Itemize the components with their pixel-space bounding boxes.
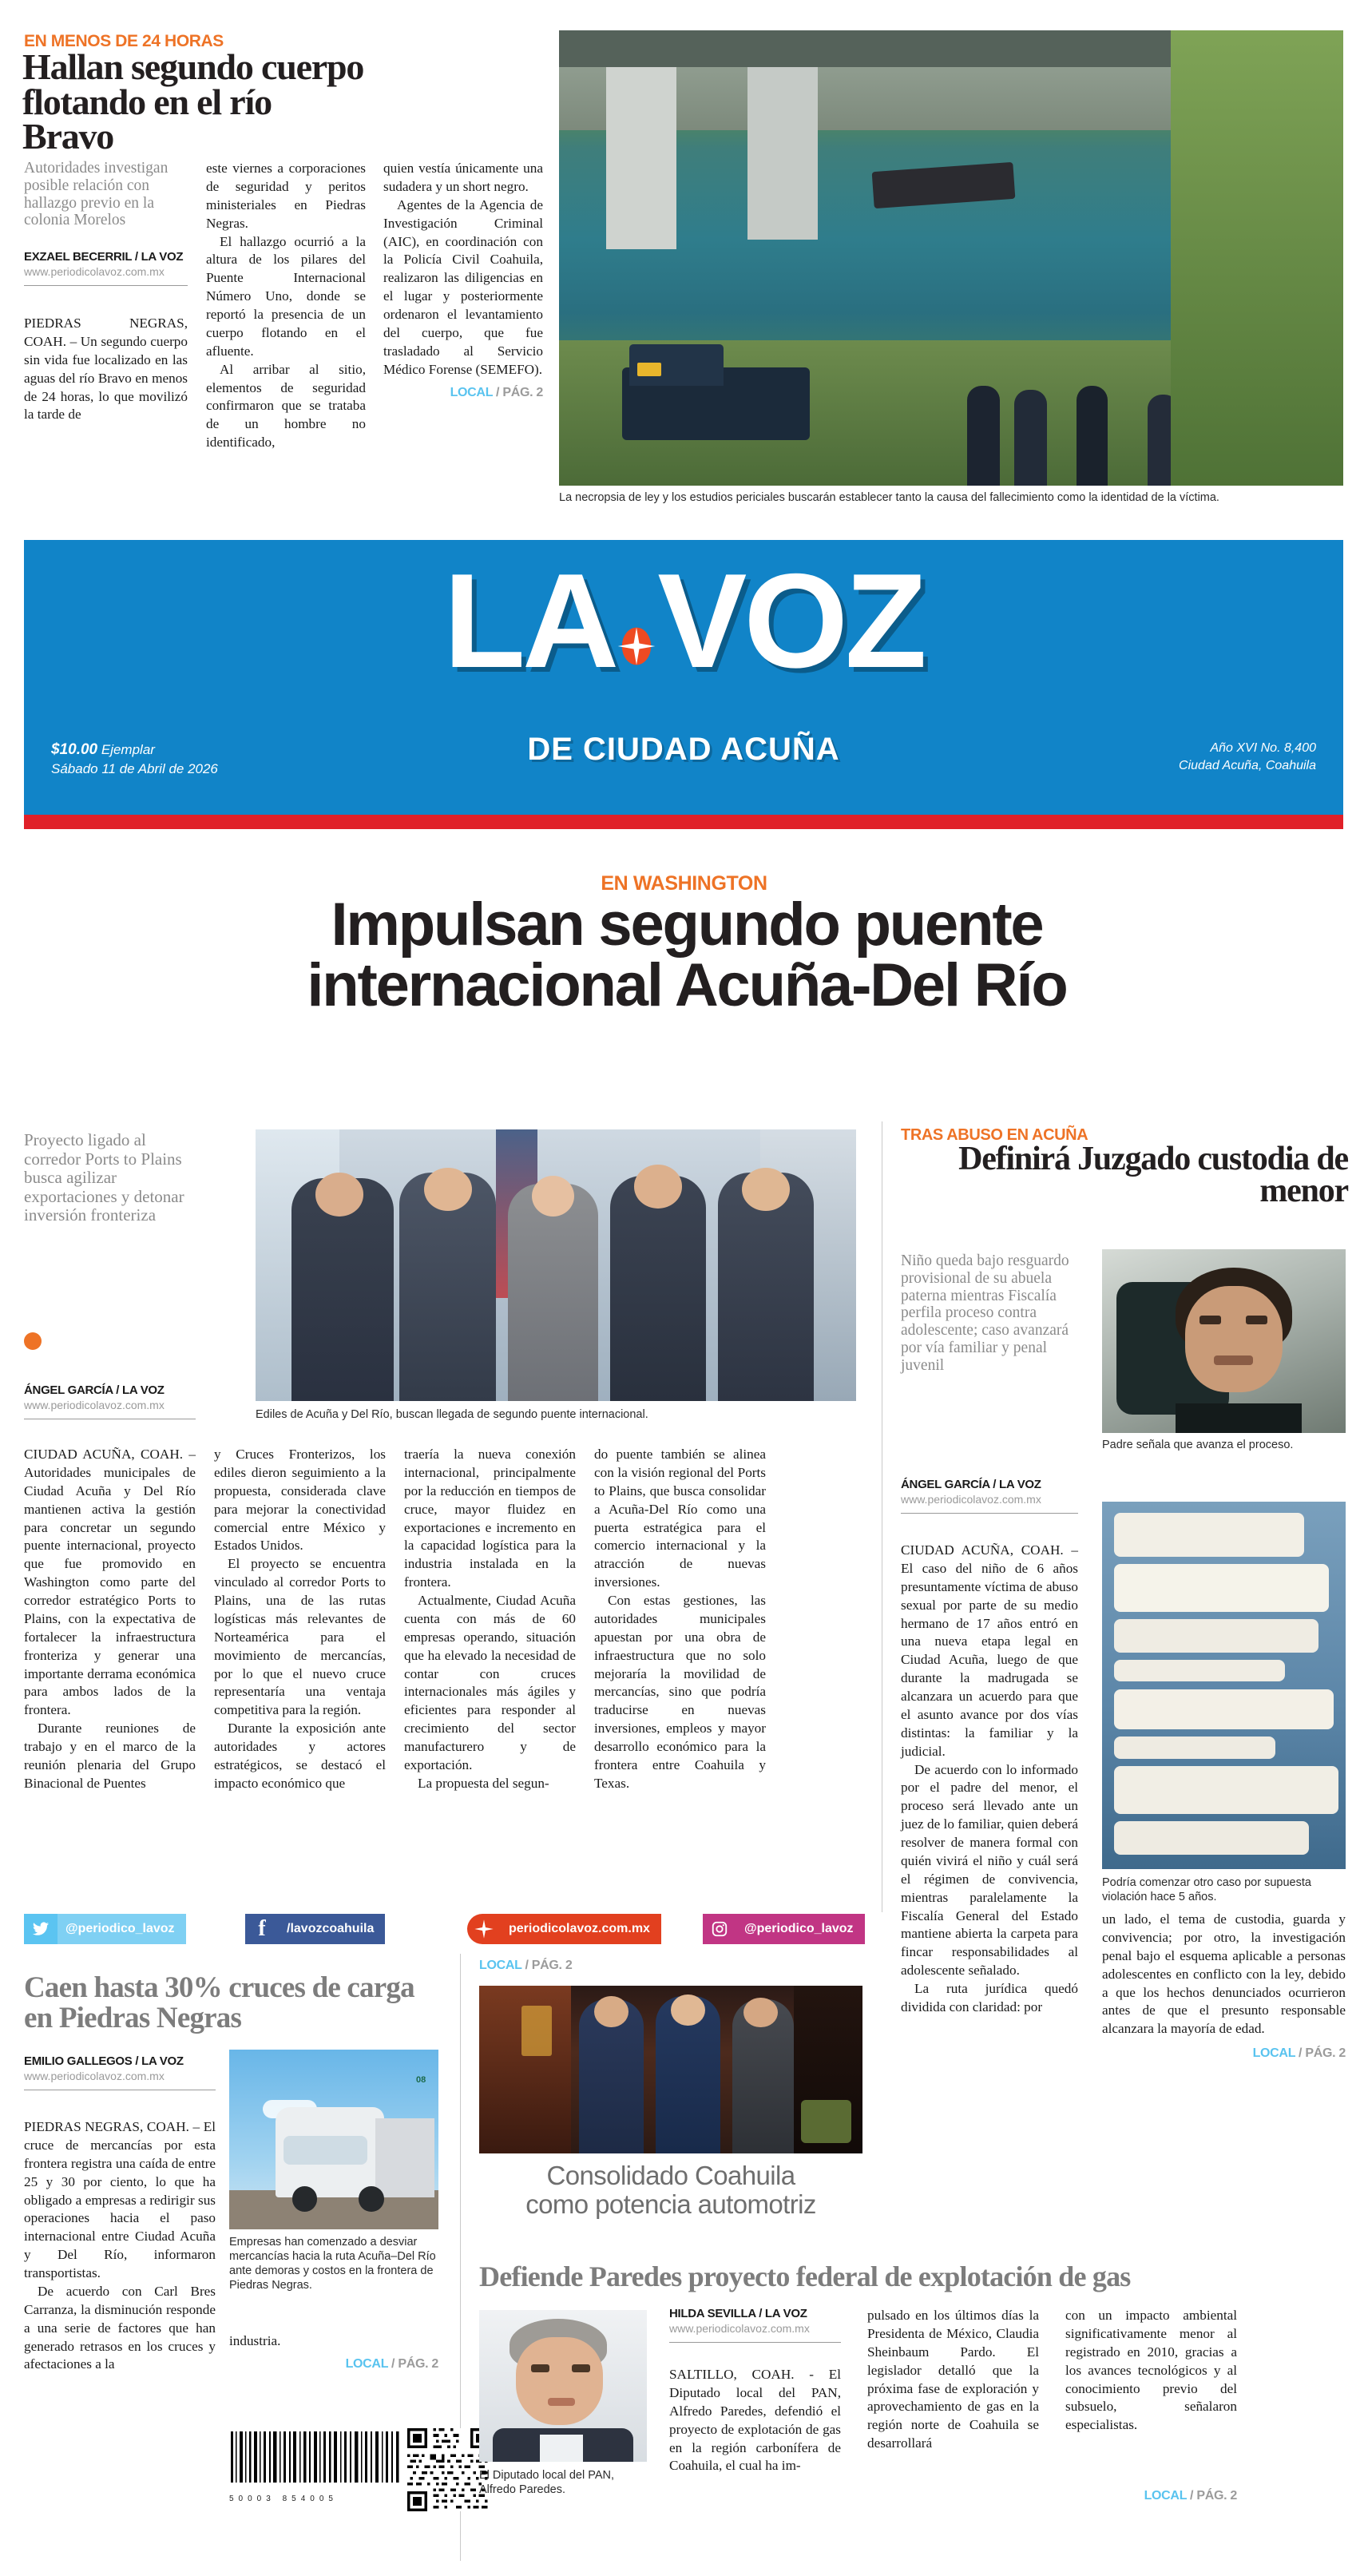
main-story-byline-block	[24, 1383, 196, 1419]
masthead-edition: Año XVI No. 8,400	[1210, 741, 1316, 755]
center-bottom-photo	[479, 1986, 862, 2153]
right-story-kicker: TRAS ABUSO EN ACUÑA	[901, 1126, 1088, 1144]
right-story-byline-block	[901, 1478, 1078, 1514]
paragraph: traería la nueva conexión internacional, principalmente por la reducción en tiempos de cruce, mayor fluidez en exportaciones e incremento en la capacidad logística para la industria instalada en la frontera.	[404, 1447, 576, 1590]
barcode-number: 50003 854005	[229, 2495, 338, 2503]
main-story-column-3	[404, 1446, 576, 1793]
page-ref-page: / PÁG. 2	[391, 2356, 438, 2371]
main-story-photo-caption: Ediles de Acuña y Del Río, buscan llegada de segundo puente internacional.	[256, 1408, 648, 1421]
logo-text-la: LA	[443, 546, 617, 696]
top-story-byline: EXZAEL BECERRIL / LA VOZ	[24, 250, 184, 264]
bottom-center-column-2	[867, 2307, 1039, 2453]
right-story-headline: Definirá Juzgado custodia de menor	[958, 1141, 1348, 1209]
bottom-center-headline: Defiende Paredes proyecto federal de explotación de gas	[479, 2260, 1131, 2292]
bottom-center-photo-caption: El Diputado local del PAN, Alfredo Paredes.	[479, 2469, 614, 2497]
paragraph: Al arribar al sitio, elementos de seguridad confirmaron que se trataba de un hombre no identificado,	[206, 361, 366, 451]
page-ref-section: LOCAL	[479, 1959, 522, 1972]
paragraph: do puente también se alinea con la visión regional del Ports to Plains, que busca consolidar a Acuña-Del Río como una puerta estratégica para el comercio internacional y la atracción de nuevas inversiones.	[594, 1447, 766, 1590]
top-story-deck: Autoridades investigan posible relación con hallazgo previo en la colonia Morelos	[24, 160, 169, 229]
page-ref-page: / PÁG. 2	[1299, 2046, 1346, 2061]
bottom-center-page-reference[interactable]	[1065, 2487, 1237, 2504]
masthead	[24, 540, 1343, 815]
bottom-center-byline-block	[669, 2307, 841, 2343]
paragraph: pulsado en los últimos días la Presidenta de México, Claudia Sheinbaum Pardo. El legislador detalló que la próxima fase de exploración y aprovechamiento de gas en la región norte de Coahuila se desarrollará	[867, 2308, 1039, 2451]
page-ref-page: / PÁG. 2	[496, 385, 543, 399]
main-story-column-2	[214, 1446, 386, 1793]
paragraph: La ruta jurídica quedó dividida con claridad: por	[901, 1981, 1078, 2014]
paragraph: De acuerdo con lo informado por el padre del menor, el proceso será llevado ante un juez de lo familiar, quien deberá resolver de manera formal con quién vivirá el niño y cuál será el régimen de convivencia, mientras paralelamente la Fiscalía General del Estado mantiene abierta la carpeta para fincar responsabilidades al adolescente señalado.	[901, 1761, 1078, 1979]
masthead-logo	[24, 546, 1343, 696]
social-facebook-handle: /lavozcoahuila	[279, 1914, 385, 1944]
compass-star-icon	[616, 561, 657, 681]
main-story-column-1	[24, 1446, 196, 1793]
paragraph: Actualmente, Ciudad Acuña cuenta con más de 60 empresas operando, situación que ha elevado la necesidad de contar con cruces internacionales más ágiles y eficientes para responder al crecimiento del sector manufacturero y de exportación.	[404, 1593, 576, 1772]
top-story-photo	[559, 30, 1343, 486]
paragraph: PIEDRAS NEGRAS, COAH. – El cruce de mercancías por esta frontera registra una caída de entre 25 y 30 por ciento, lo que ha obligado a empresas a redirigir sus operaciones hacia el paso internacional entre Ciudad Acuña y Del Río, informaron transportistas.	[24, 2119, 216, 2280]
paragraph: El hallazgo ocurrió a la altura de los pilares del Puente Internacional Número Uno, donde se reportó la presencia de un cuerpo flotando en el afluente.	[206, 233, 366, 359]
main-story-column-4	[594, 1446, 766, 1793]
photo-chat-messages	[1102, 1502, 1346, 1869]
main-story-kicker: EN WASHINGTON	[601, 872, 767, 895]
masthead-city: Ciudad Acuña, Coahuila	[1179, 759, 1316, 773]
top-story-column-1	[24, 315, 188, 424]
bottom-left-photo-caption: Empresas han comenzado a desviar mercancías hacia la ruta Acuña–Del Río ante demoras y costos en la frontera de Piedras Negras.	[229, 2236, 436, 2292]
main-story-headline-line1: Impulsan segundo puente	[331, 891, 1043, 959]
qr-code[interactable]	[407, 2428, 490, 2511]
bottom-center-column-1	[669, 2366, 841, 2475]
paragraph: CIUDAD ACUÑA, COAH. – Autoridades municipales de Ciudad Acuña y Del Río mantienen activa la gestión para concretar un segundo puente internacional, proyecto que fue promovido en Washington como parte del corredor estratégico Ports to Plains, con la expectativa de fortalecer la infraestructura fronteriza y generar una importante derrama económica para ambos lados de la frontera.	[24, 1447, 196, 1718]
compass-star-icon	[467, 1914, 501, 1944]
masthead-date: Sábado 11 de Abril de 2026	[51, 760, 218, 776]
right-story-deck: Niño queda bajo resguardo provisional de su abuela paterna mientras Fiscalía perfila proceso contra adolescente; caso avanzará por vía familiar y penal juvenil	[901, 1252, 1069, 1374]
photo-three-men-suits	[479, 1986, 862, 2153]
masthead-price-label: Ejemplar	[101, 742, 155, 757]
paragraph: quien vestía únicamente una sudadera y un short negro.	[383, 161, 543, 194]
bottom-left-headline: Caen hasta 30% cruces de carga en Piedras Negras	[24, 1971, 414, 2034]
page-ref-section: LOCAL	[450, 385, 493, 399]
bottom-center-byline-url: www.periodicolavoz.com.mx	[669, 2322, 810, 2335]
main-story-photo	[256, 1129, 856, 1401]
page-ref-page: / PÁG. 2	[1190, 2489, 1237, 2503]
bottom-left-column-1	[24, 2118, 216, 2374]
right-story-chat-caption: Podría comenzar otro caso por supuesta violación hace 5 años.	[1102, 1876, 1311, 1904]
center-bottom-page-reference[interactable]	[479, 1959, 572, 1973]
page-ref-section: LOCAL	[1252, 2046, 1295, 2061]
paragraph: CIUDAD ACUÑA, COAH. – El caso del niño de 6 años presuntamente víctima de abuso sexual por parte de su medio hermano de 17 años entró en una nueva etapa legal en Ciudad Acuña, luego de que durante la madrugada se alcanzara un acuerdo para que el asunto avance por dos vías distintas: la familiar y la judicial.	[901, 1542, 1078, 1759]
main-story-headline-line2: internacional Acuña-Del Río	[307, 951, 1067, 1019]
paragraph: este viernes a corporaciones de seguridad y peritos ministeriales en Piedras Negras.	[206, 161, 366, 231]
center-bottom-title-line1: Consolidado Coahuila	[546, 2161, 795, 2190]
paragraph: Agentes de la Agencia de Investigación Criminal (AIC), en coordinación con la Policía Civil Coahuila, realizaron las diligencias en el lugar y posteriormente ordenaron el levantamiento del cuerpo, que fue trasladado al Servicio Médico Forense (SEMEFO).	[383, 196, 543, 377]
top-story-column-3	[383, 160, 543, 401]
paragraph: y Cruces Fronterizos, los ediles dieron seguimiento a la propuesta, considerada clave para mejorar la conectividad comercial entre México y Estados Unidos.	[214, 1447, 386, 1554]
social-twitter[interactable]	[24, 1914, 186, 1944]
paragraph: PIEDRAS NEGRAS, COAH. – Un segundo cuerpo sin vida fue localizado en las aguas del río Bravo en menos de 24 horas, lo que movilizó la tarde de	[24, 316, 188, 423]
top-story-column-2	[206, 160, 366, 452]
paragraph: un lado, el tema de custodia, guarda y convivencia; por otro, la investigación penal bajo el esquema aplicable a personas adolescentes en conflicto con la ley, debido a que los hechos denunciados ocurrieron antes de que el presunto responsable alcanzara la mayoría de edad.	[1102, 1911, 1346, 2037]
paragraph: SALTILLO, COAH. - El Diputado local del PAN, Alfredo Paredes, defendió el proyecto de explotación de gas en la región carbonífera de Coahuila, el cual ha im-	[669, 2367, 841, 2474]
bottom-left-byline-url: www.periodicolavoz.com.mx	[24, 2070, 165, 2082]
top-story-page-reference[interactable]	[383, 384, 543, 401]
bullet-dot-icon	[24, 1332, 42, 1350]
byline-divider	[901, 1513, 1078, 1514]
bottom-left-photo	[229, 2050, 438, 2229]
bottom-left-byline: EMILIO GALLEGOS / LA VOZ	[24, 2054, 184, 2068]
top-story-byline-url: www.periodicolavoz.com.mx	[24, 265, 165, 278]
social-instagram[interactable]	[703, 1914, 865, 1944]
masthead-edition-block	[1179, 740, 1316, 776]
masthead-price: $10.00	[51, 741, 98, 758]
logo-text-voz: VOZ	[657, 546, 924, 696]
top-story-kicker: EN MENOS DE 24 HORAS	[24, 32, 224, 50]
masthead-price-block	[51, 740, 218, 779]
masthead-subtitle: DE CIUDAD ACUÑA	[527, 732, 840, 767]
social-website[interactable]	[467, 1914, 661, 1944]
instagram-icon	[703, 1914, 736, 1944]
photo-deputy-portrait	[479, 2310, 647, 2462]
twitter-icon	[24, 1914, 57, 1944]
right-story-column-2	[1102, 1911, 1346, 2062]
right-story-photo	[1102, 1249, 1346, 1433]
photo-cargo-truck: 08	[229, 2050, 438, 2229]
bottom-left-column-2	[229, 2332, 438, 2372]
bottom-center-photo	[479, 2310, 647, 2462]
main-story-byline: ÁNGEL GARCÍA / LA VOZ	[24, 1383, 165, 1397]
bottom-center-byline: HILDA SEVILLA / LA VOZ	[669, 2307, 807, 2320]
facebook-icon: f	[245, 1914, 279, 1944]
paragraph: La propuesta del segun-	[418, 1775, 549, 1791]
right-story-column-1	[901, 1542, 1078, 2017]
social-twitter-handle: @periodico_lavoz	[57, 1914, 186, 1944]
right-story-chat-screenshot	[1102, 1502, 1346, 1869]
top-story-photo-caption: La necropsia de ley y los estudios periciales buscarán establecer tanto la causa del fallecimiento como la identidad de la víctima.	[559, 491, 1219, 504]
right-story-page-reference[interactable]	[1102, 2045, 1346, 2062]
paragraph: industria.	[229, 2333, 281, 2348]
page-ref-section: LOCAL	[1144, 2489, 1187, 2503]
page-ref-page: / PÁG. 2	[525, 1959, 573, 1972]
social-facebook[interactable]	[245, 1914, 385, 1944]
photo-man-portrait	[1102, 1249, 1346, 1433]
paragraph: Durante la exposición ante autoridades y actores estratégicos, se destacó el impacto económico que	[214, 1721, 386, 1791]
paragraph: El proyecto se encuentra vinculado al corredor Ports to Plains, una de las rutas logísticas más relevantes de Norteamérica para el movimiento de mercancías, por lo que el nuevo cruce representaría una ventaja competitiva para la región.	[214, 1556, 386, 1718]
center-bottom-title-line2: como potencia automotriz	[525, 2189, 816, 2220]
right-story-photo-caption: Padre señala que avanza el proceso.	[1102, 1439, 1294, 1451]
byline-divider	[669, 2342, 841, 2343]
social-website-handle: periodicolavoz.com.mx	[501, 1914, 661, 1944]
photo-officials-group	[256, 1129, 856, 1401]
paragraph: Durante reuniones de trabajo y en el marco de la reunión plenaria del Grupo Binacional de Puentes	[24, 1721, 196, 1791]
center-bottom-title	[479, 2161, 862, 2220]
masthead-red-bar	[24, 815, 1343, 829]
social-instagram-handle: @periodico_lavoz	[736, 1914, 865, 1944]
barcode	[229, 2430, 401, 2510]
bottom-left-page-reference[interactable]	[229, 2356, 438, 2372]
top-story-byline-block	[24, 250, 188, 286]
page-ref-section: LOCAL	[345, 2356, 388, 2371]
photo-river-bridge	[559, 30, 1343, 486]
right-story-byline-url: www.periodicolavoz.com.mx	[901, 1493, 1041, 1506]
bottom-center-column-3	[1065, 2307, 1237, 2504]
right-story-byline: ÁNGEL GARCÍA / LA VOZ	[901, 1478, 1041, 1491]
main-story-headline	[32, 891, 1342, 1019]
paragraph: con un impacto ambiental significativamente menor al registrado en 2010, gracias a los avances tecnológicos y al conocimiento previo del subsuelo, señalaron especialistas.	[1065, 2308, 1237, 2433]
bottom-left-byline-block	[24, 2054, 216, 2090]
paragraph: Con estas gestiones, las autoridades municipales apuestan por una obra de infraestructura que no solo mejoraría la movilidad de mercancías, sino que podría traducirse en nuevas inversiones, empleos y mayor desarrollo económico para la frontera entre Coahuila y Texas.	[594, 1593, 766, 1791]
main-story-byline-url: www.periodicolavoz.com.mx	[24, 1399, 165, 1411]
paragraph: De acuerdo con Carl Bres Carranza, la disminución responde a una serie de factores que han generado retrasos en los cruces y afectaciones a la	[24, 2283, 216, 2372]
byline-divider	[24, 285, 188, 286]
main-story-deck: Proyecto ligado al corredor Ports to Plains busca agilizar exportaciones y detonar inversión fronteriza	[24, 1130, 184, 1225]
top-story-headline: Hallan segundo cuerpo flotando en el río Bravo	[22, 46, 364, 157]
social-media-bar	[24, 1914, 854, 1946]
